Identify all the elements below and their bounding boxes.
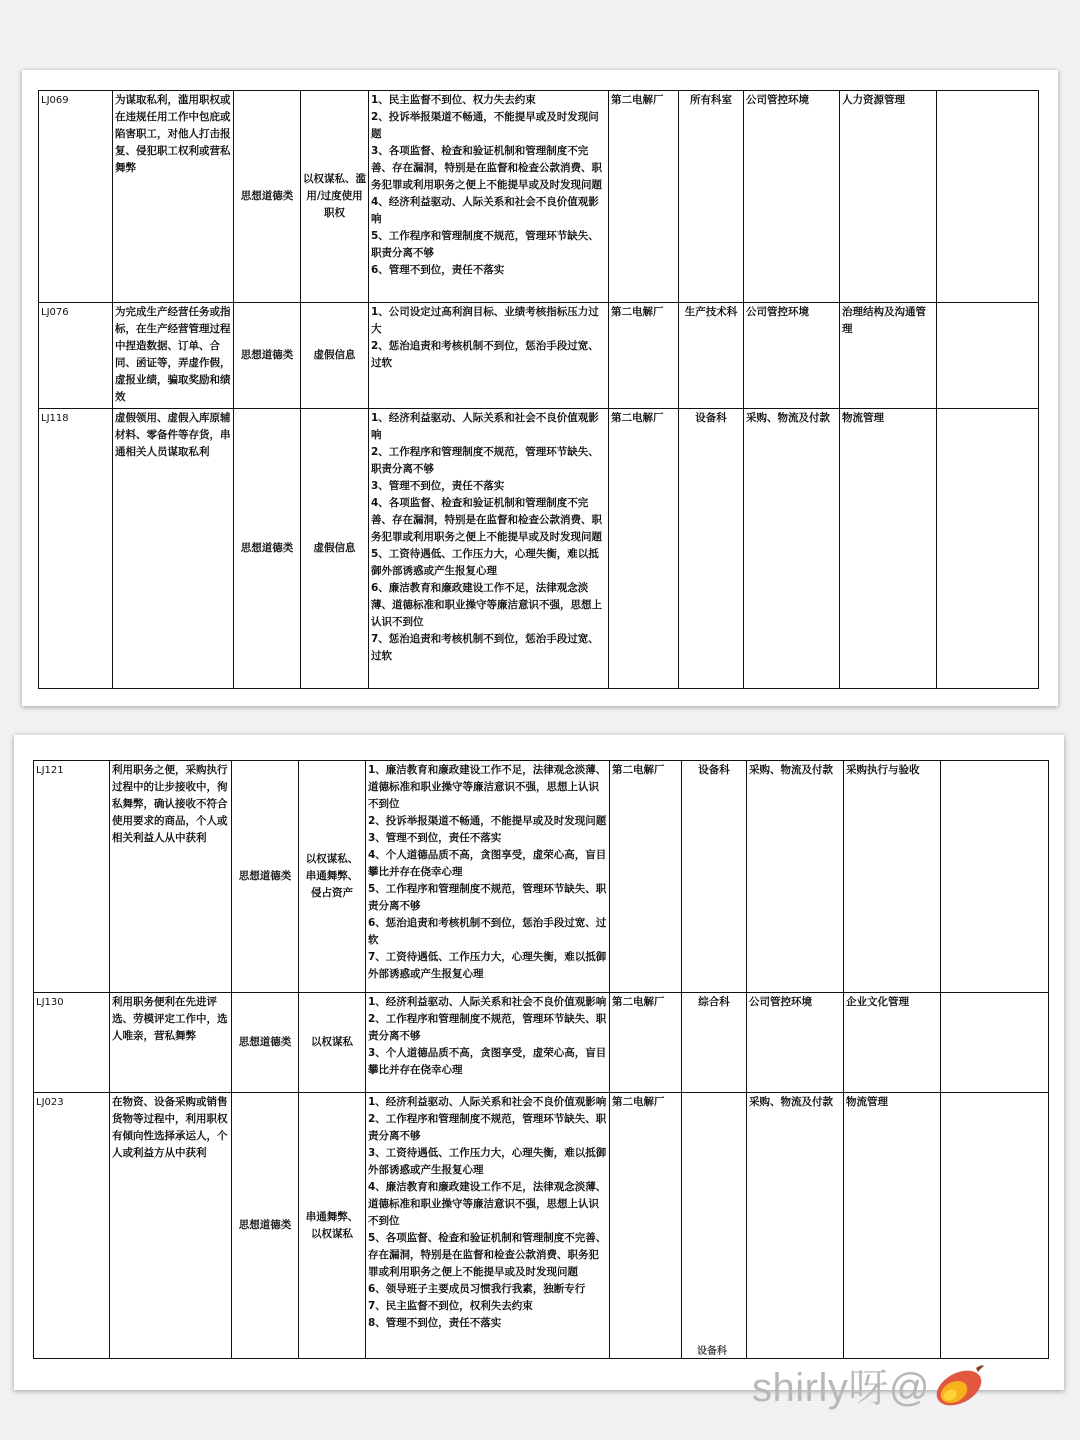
cause-item: 1、经济利益驱动、人际关系和社会不良价值观影响 <box>371 412 599 441</box>
department: 综合科 <box>682 993 747 1093</box>
risk-code: LJ118 <box>39 409 113 689</box>
cause-item: 1、公司设定过高利润目标、业绩考核指标压力过大 <box>371 306 599 335</box>
subprocess: 企业文化管理 <box>844 993 941 1093</box>
cause-item: 6、廉洁教育和廉政建设工作不足，法律观念淡薄、道德标准和职业操守等廉洁意识不强，思想上认识不到位 <box>371 582 602 628</box>
risk-category: 思想道德类 <box>232 1093 299 1359</box>
risk-type: 以权谋私、滥用/过度使用职权 <box>301 91 369 303</box>
risk-causes <box>366 1093 610 1359</box>
cause-item: 5、工资待遇低、工作压力大，心理失衡，难以抵御外部诱惑或产生报复心理 <box>371 548 599 577</box>
table-row <box>39 91 1039 303</box>
unit: 第二电解厂 <box>609 91 679 303</box>
department: 生产技术科 <box>679 303 744 409</box>
cause-item: 4、廉洁教育和廉政建设工作不足，法律观念淡薄、道德标准和职业操守等廉洁意识不强，思想上认识不到位 <box>368 1181 607 1227</box>
cause-item: 6、惩治追责和考核机制不到位，惩治手段过宽、过软 <box>368 917 607 946</box>
risk-causes <box>369 409 609 689</box>
risk-description: 利用职务之便，采购执行过程中的让步接收中，徇私舞弊，确认接收不符合使用要求的商品，个人或相关利益人从中获利 <box>110 761 232 993</box>
table-row <box>39 303 1039 409</box>
cause-item: 2、惩治追责和考核机制不到位，惩治手段过宽、过软 <box>371 340 599 369</box>
risk-type: 虚假信息 <box>301 303 369 409</box>
risk-category: 思想道德类 <box>232 761 299 993</box>
process: 公司管控环境 <box>744 91 840 303</box>
risk-category: 思想道德类 <box>234 409 301 689</box>
cause-item: 7、工资待遇低、工作压力大，心理失衡，难以抵御外部诱惑或产生报复心理 <box>368 951 607 980</box>
cause-item: 3、管理不到位，责任不落实 <box>371 480 505 492</box>
cause-item: 1、廉洁教育和廉政建设工作不足，法律观念淡薄、道德标准和职业操守等廉洁意识不强，思想上认识不到位 <box>368 764 607 810</box>
department: 设备科 <box>679 409 744 689</box>
cause-item: 3、个人道德品质不高，贪图享受，虚荣心高，盲目攀比并存在侥幸心理 <box>368 1047 607 1076</box>
cause-item: 3、工资待遇低、工作压力大，心理失衡，难以抵御外部诱惑或产生报复心理 <box>368 1147 607 1176</box>
department <box>682 1093 747 1359</box>
risk-type: 以权谋私 <box>299 993 366 1093</box>
cause-item: 5、工作程序和管理制度不规范，管理环节缺失、职责分离不够 <box>368 883 607 912</box>
risk-code: LJ121 <box>34 761 110 993</box>
watermark-text: shirly呀@ <box>752 1366 930 1410</box>
unit: 第二电解厂 <box>610 1093 682 1359</box>
risk-table-1 <box>38 90 1039 689</box>
subprocess: 人力资源管理 <box>840 91 937 303</box>
risk-code: LJ130 <box>34 993 110 1093</box>
cause-item: 3、管理不到位，责任不落实 <box>368 832 502 844</box>
cause-item: 2、工作程序和管理制度不规范，管理环节缺失、职责分离不够 <box>371 446 599 475</box>
cause-item: 1、经济利益驱动、人际关系和社会不良价值观影响 <box>368 996 607 1008</box>
cause-item: 4、经济利益驱动、人际关系和社会不良价值观影响 <box>371 196 599 225</box>
risk-code: LJ076 <box>39 303 113 409</box>
department: 设备科 <box>682 761 747 993</box>
risk-table-2 <box>33 760 1049 1359</box>
table-row <box>39 409 1039 689</box>
watermark <box>752 1356 986 1413</box>
risk-causes <box>369 91 609 303</box>
unit: 第二电解厂 <box>610 761 682 993</box>
unit: 第二电解厂 <box>609 303 679 409</box>
subprocess: 治理结构及沟通管理 <box>840 303 937 409</box>
sweet-potato-icon <box>932 1360 986 1410</box>
risk-causes <box>369 303 609 409</box>
cause-item: 6、领导班子主要成员习惯我行我素，独断专行 <box>368 1283 586 1295</box>
cause-item: 4、各项监督、检查和验证机制和管理制度不完善、存在漏洞，特别是在监督和检查公款消费、职务犯罪或利用职务之便上不能提早或及时发现问题 <box>371 497 602 543</box>
cause-item: 5、各项监督、检查和验证机制和管理制度不完善、存在漏洞，特别是在监督和检查公款消费、职务犯罪或利用职务之便上不能提早或及时发现问题 <box>368 1232 607 1278</box>
risk-category: 思想道德类 <box>234 303 301 409</box>
cause-item: 1、民主监督不到位、权力失去约束 <box>371 94 536 106</box>
cause-item: 3、各项监督、检查和验证机制和管理制度不完善、存在漏洞，特别是在监督和检查公款消费、职务犯罪或利用职务之便上不能提早或及时发现问题 <box>371 145 602 191</box>
risk-description: 为完成生产经营任务或指标，在生产经营管理过程中捏造数据、订单、合同、函证等，弄虚作假，虚报业绩，骗取奖励和绩效 <box>113 303 234 409</box>
risk-description: 利用职务便利在先进评选、劳模评定工作中，选人唯亲，营私舞弊 <box>110 993 232 1093</box>
table-row <box>34 761 1049 993</box>
risk-description: 在物资、设备采购或销售货物等过程中，利用职权有倾向性选择承运人，个人或利益方从中获利 <box>110 1093 232 1359</box>
document-page-1 <box>22 70 1058 706</box>
subprocess: 物流管理 <box>840 409 937 689</box>
subprocess: 物流管理 <box>844 1093 941 1359</box>
cause-item: 7、惩治追责和考核机制不到位，惩治手段过宽、过软 <box>371 633 599 662</box>
unit: 第二电解厂 <box>610 993 682 1093</box>
cause-item: 2、工作程序和管理制度不规范，管理环节缺失、职责分离不够 <box>368 1113 607 1142</box>
unit: 第二电解厂 <box>609 409 679 689</box>
document-page-2 <box>14 735 1064 1390</box>
risk-description: 为谋取私利，滥用职权或在违规任用工作中包庇或陷害职工，对他人打击报复、侵犯职工权利或营私舞弊 <box>113 91 234 303</box>
subprocess: 采购执行与验收 <box>844 761 941 993</box>
cause-item: 8、管理不到位，责任不落实 <box>368 1317 502 1329</box>
extra-cell <box>937 409 1039 689</box>
risk-code: LJ069 <box>39 91 113 303</box>
process: 采购、物流及付款 <box>747 1093 844 1359</box>
cause-item: 1、经济利益驱动、人际关系和社会不良价值观影响 <box>368 1096 607 1108</box>
cause-item: 7、民主监督不到位，权利失去约束 <box>368 1300 533 1312</box>
risk-category: 思想道德类 <box>234 91 301 303</box>
risk-code: LJ023 <box>34 1093 110 1359</box>
process: 采购、物流及付款 <box>747 761 844 993</box>
extra-cell <box>941 761 1049 993</box>
extra-cell <box>937 91 1039 303</box>
cut-off-text: 设备科 <box>697 1346 727 1357</box>
cause-item: 2、投诉举报渠道不畅通，不能提早或及时发现问题 <box>371 111 599 140</box>
risk-type: 串通舞弊、以权谋私 <box>299 1093 366 1359</box>
department: 所有科室 <box>679 91 744 303</box>
extra-cell <box>937 303 1039 409</box>
table-row <box>34 993 1049 1093</box>
process: 公司管控环境 <box>744 303 840 409</box>
cause-item: 4、个人道德品质不高，贪图享受，虚荣心高，盲目攀比并存在侥幸心理 <box>368 849 607 878</box>
cause-item: 2、工作程序和管理制度不规范，管理环节缺失、职责分离不够 <box>368 1013 607 1042</box>
risk-description: 虚假领用、虚假入库原辅材料、零备件等存货，串通相关人员谋取私利 <box>113 409 234 689</box>
cause-item: 6、管理不到位，责任不落实 <box>371 264 505 276</box>
cause-item: 2、投诉举报渠道不畅通，不能提早或及时发现问题 <box>368 815 607 827</box>
risk-type: 虚假信息 <box>301 409 369 689</box>
risk-type: 以权谋私、串通舞弊、侵占资产 <box>299 761 366 993</box>
risk-category: 思想道德类 <box>232 993 299 1093</box>
table-row <box>34 1093 1049 1359</box>
risk-causes <box>366 993 610 1093</box>
risk-causes <box>366 761 610 993</box>
process: 采购、物流及付款 <box>744 409 840 689</box>
process: 公司管控环境 <box>747 993 844 1093</box>
extra-cell <box>941 993 1049 1093</box>
cause-item: 5、工作程序和管理制度不规范，管理环节缺失、职责分离不够 <box>371 230 599 259</box>
extra-cell <box>941 1093 1049 1359</box>
